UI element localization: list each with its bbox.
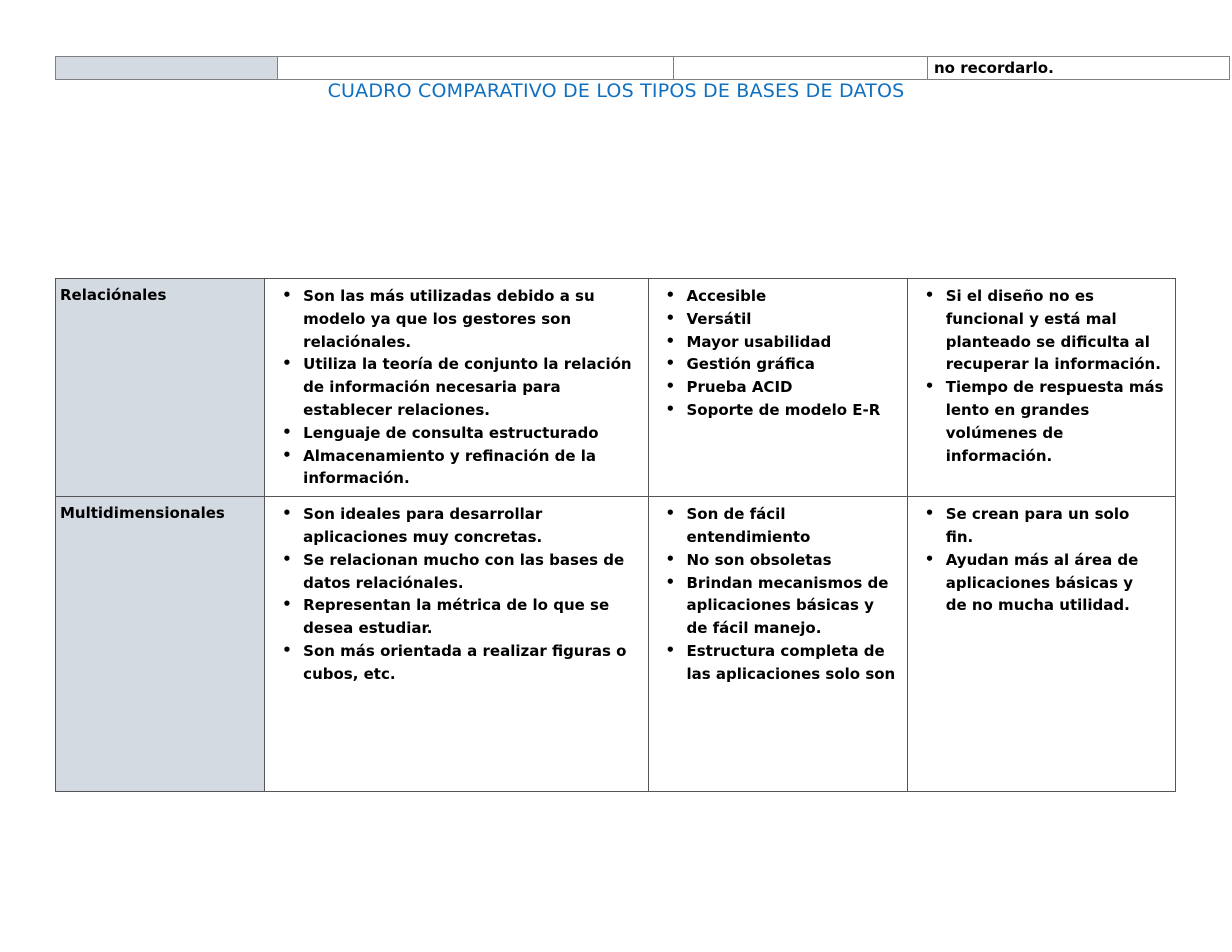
bullet-continuation: aplicaciones básicas y bbox=[945, 573, 1134, 592]
cell-description-relacionales bbox=[265, 279, 648, 497]
list-item bbox=[687, 399, 903, 422]
bullet-continuation: de no mucha utilidad. bbox=[945, 596, 1130, 615]
list-item bbox=[687, 549, 903, 572]
bullet-text: Son ideales para desarrollar aplicaciones muy concretas. bbox=[303, 505, 543, 546]
bullet-continuation: de fácil manejo. bbox=[686, 619, 822, 638]
bullet-text: Brindan mecanismos de aplicaciones básicas y bbox=[686, 573, 889, 615]
top-fragment-cell-description bbox=[278, 57, 674, 80]
bullet-text: Estructura completa de bbox=[686, 641, 885, 660]
bullet-list-advantages bbox=[649, 285, 907, 422]
top-fragment-table bbox=[55, 56, 1230, 80]
bullet-continuation: datos relaciónales. bbox=[303, 573, 464, 592]
cell-description-multidimensionales bbox=[265, 497, 648, 792]
table-row bbox=[56, 279, 1176, 497]
bullet-text: Almacenamiento y refinación de la información. bbox=[303, 446, 596, 488]
list-item bbox=[687, 640, 903, 686]
bullet-text: Accesible bbox=[686, 287, 767, 305]
bullet-text: Utiliza la teoría de conjunto la relación bbox=[303, 355, 632, 374]
bullet-continuation: fin. bbox=[945, 527, 974, 546]
comparison-table-body bbox=[56, 279, 1176, 792]
list-item bbox=[303, 640, 643, 686]
bullet-text: Tiempo de respuesta más lento en grandes volúmenes de información. bbox=[945, 378, 1164, 465]
bullet-continuation: relaciónales. bbox=[303, 332, 412, 351]
bullet-text: Son más orientada a realizar figuras o bbox=[303, 641, 627, 660]
cell-disadvantages-relacionales bbox=[907, 279, 1175, 497]
list-item bbox=[687, 353, 903, 376]
page-title: CUADRO COMPARATIVO DE LOS TIPOS DE BASES DE DATOS bbox=[327, 80, 905, 102]
list-item bbox=[303, 445, 643, 491]
list-item bbox=[687, 308, 903, 331]
top-fragment-cell-type bbox=[56, 57, 278, 80]
bullet-continuation: planteado se dificulta al recuperar la información. bbox=[945, 332, 1161, 374]
bullet-text: Representan la métrica de lo que se bbox=[303, 596, 610, 615]
bullet-text: Ayudan más al área de bbox=[945, 550, 1139, 569]
bullet-list-disadvantages bbox=[908, 285, 1175, 467]
cell-advantages-relacionales bbox=[648, 279, 907, 497]
bullet-text: Se relacionan mucho con las bases de bbox=[303, 550, 625, 569]
bullet-text: Si el diseño no es funcional y está mal bbox=[945, 287, 1117, 328]
cell-type-multidimensionales: Multidimensionales bbox=[56, 497, 265, 792]
list-item bbox=[303, 503, 643, 549]
list-item bbox=[687, 285, 903, 308]
list-item bbox=[303, 422, 643, 445]
bullet-text: Gestión gráfica bbox=[686, 355, 815, 374]
bullet-text: Prueba ACID bbox=[686, 378, 793, 397]
table-row bbox=[56, 57, 1230, 80]
comparison-table bbox=[55, 278, 1176, 792]
bullet-text: Son las más utilizadas debido a su bbox=[303, 287, 595, 305]
top-fragment-cell-disadvantages: no recordarlo. bbox=[928, 57, 1230, 80]
list-item bbox=[946, 285, 1171, 376]
list-item bbox=[687, 331, 903, 354]
list-item bbox=[687, 572, 903, 640]
bullet-list-disadvantages bbox=[908, 503, 1175, 617]
list-item bbox=[687, 503, 903, 549]
list-item bbox=[303, 285, 643, 353]
cell-disadvantages-multidimensionales bbox=[907, 497, 1175, 792]
bullet-continuation: cubos, etc. bbox=[303, 664, 396, 683]
bullet-list-description bbox=[265, 503, 647, 685]
list-item bbox=[946, 376, 1171, 467]
list-item bbox=[303, 353, 643, 421]
bullet-text: Mayor usabilidad bbox=[686, 332, 832, 351]
bullet-text: No son obsoletas bbox=[686, 550, 832, 569]
bullet-list-advantages bbox=[649, 503, 907, 685]
cell-type-relacionales: Relaciónales bbox=[56, 279, 265, 497]
bullet-text: Versátil bbox=[686, 309, 752, 328]
bullet-text: Se crean para un solo bbox=[945, 505, 1130, 524]
list-item bbox=[946, 549, 1171, 617]
list-item bbox=[303, 594, 643, 640]
bullet-continuation: las aplicaciones solo son bbox=[686, 664, 896, 683]
bullet-continuation: modelo ya que los gestores son bbox=[303, 309, 572, 328]
list-item bbox=[303, 549, 643, 595]
table-row bbox=[56, 497, 1176, 792]
bullet-list-description bbox=[265, 285, 647, 490]
bullet-continuation: desea estudiar. bbox=[303, 619, 433, 638]
bullet-continuation: de información necesaria para establecer relaciones. bbox=[303, 378, 561, 419]
cell-advantages-multidimensionales bbox=[648, 497, 907, 792]
list-item bbox=[946, 503, 1171, 549]
bullet-text: Lenguaje de consulta estructurado bbox=[303, 423, 599, 442]
bullet-text: Soporte de modelo E-R bbox=[686, 400, 881, 419]
top-fragment-cell-advantages bbox=[674, 57, 928, 80]
bullet-text: Son de fácil entendimiento bbox=[686, 505, 811, 546]
list-item bbox=[687, 376, 903, 399]
